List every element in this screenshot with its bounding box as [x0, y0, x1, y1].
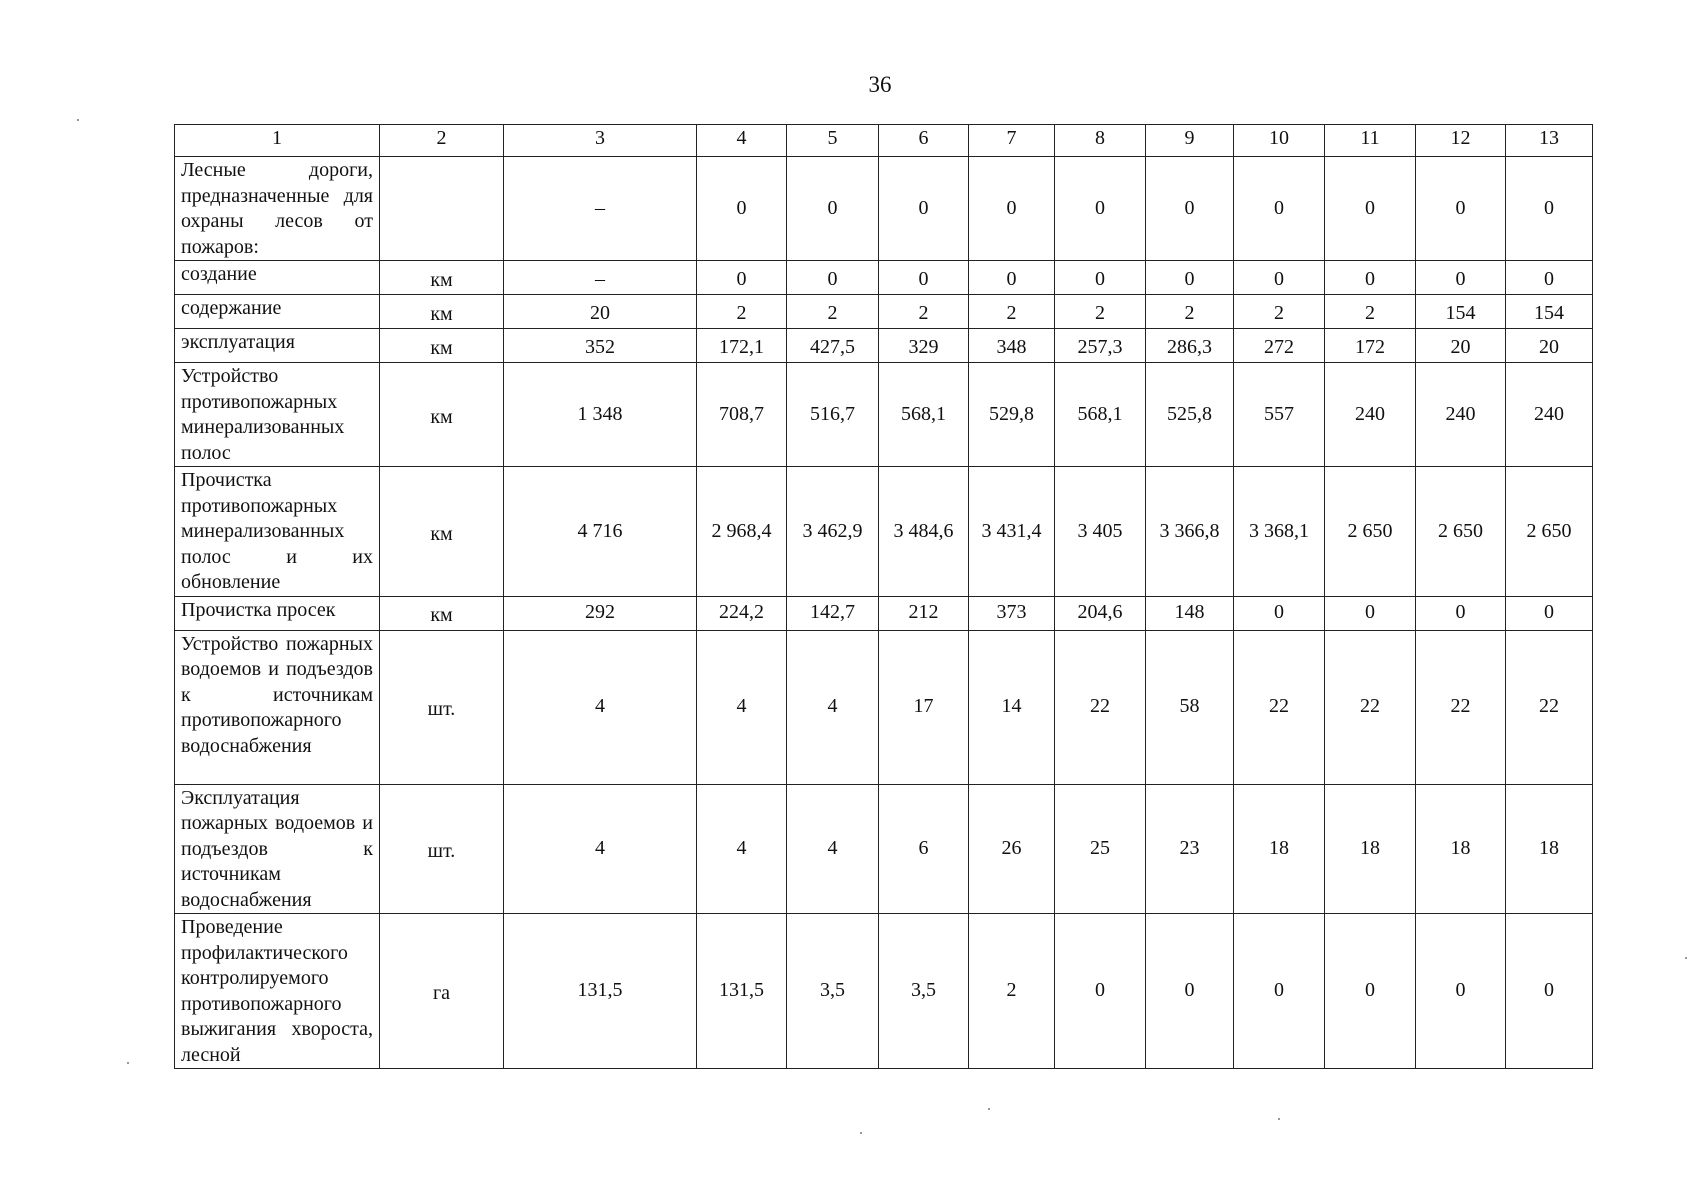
value-cell: 148	[1146, 596, 1234, 630]
value-cell: 3 368,1	[1234, 467, 1325, 597]
unit-cell	[380, 157, 504, 261]
value-cell: 2	[1234, 295, 1325, 329]
value-cell: 18	[1506, 784, 1593, 914]
value-cell: 0	[1325, 157, 1416, 261]
value-cell: 58	[1146, 630, 1234, 784]
value-cell: 0	[1055, 261, 1146, 295]
value-cell: –	[504, 261, 697, 295]
value-cell: 0	[1234, 596, 1325, 630]
column-header: 10	[1234, 125, 1325, 157]
value-cell: 516,7	[787, 363, 879, 467]
value-cell: 172,1	[697, 329, 787, 363]
value-cell: 292	[504, 596, 697, 630]
value-cell: 2	[879, 295, 969, 329]
value-cell: 352	[504, 329, 697, 363]
scan-speck	[1278, 1118, 1280, 1120]
value-cell: 257,3	[1055, 329, 1146, 363]
scan-speck	[127, 1062, 129, 1064]
value-cell: 2	[969, 914, 1055, 1069]
value-cell: 240	[1416, 363, 1506, 467]
value-cell: 4	[504, 784, 697, 914]
data-table	[174, 124, 1593, 1069]
value-cell: 142,7	[787, 596, 879, 630]
value-cell: 4	[697, 630, 787, 784]
value-cell: 0	[1416, 157, 1506, 261]
column-header: 2	[380, 125, 504, 157]
value-cell: 6	[879, 784, 969, 914]
value-cell: 286,3	[1146, 329, 1234, 363]
value-cell: 0	[879, 157, 969, 261]
value-cell: 4	[504, 630, 697, 784]
value-cell: 3 405	[1055, 467, 1146, 597]
value-cell: 427,5	[787, 329, 879, 363]
value-cell: 20	[1506, 329, 1593, 363]
value-cell: 329	[879, 329, 969, 363]
value-cell: 4	[787, 784, 879, 914]
value-cell: 3,5	[879, 914, 969, 1069]
value-cell: 14	[969, 630, 1055, 784]
value-cell: 0	[787, 261, 879, 295]
row-label: Прочистка противопожарных минерализованных полос и их обновление	[175, 467, 380, 597]
scan-speck	[988, 1108, 990, 1110]
value-cell: 2	[697, 295, 787, 329]
column-header: 1	[175, 125, 380, 157]
value-cell: 22	[1416, 630, 1506, 784]
value-cell: 0	[1234, 261, 1325, 295]
value-cell: 2	[969, 295, 1055, 329]
value-cell: 212	[879, 596, 969, 630]
value-cell: 18	[1325, 784, 1416, 914]
value-cell: 272	[1234, 329, 1325, 363]
value-cell: 2 650	[1506, 467, 1593, 597]
unit-cell: км	[380, 596, 504, 630]
column-number-row	[175, 125, 1593, 157]
value-cell: 23	[1146, 784, 1234, 914]
unit-cell: км	[380, 261, 504, 295]
value-cell: 525,8	[1146, 363, 1234, 467]
unit-cell: га	[380, 914, 504, 1069]
value-cell: 3 366,8	[1146, 467, 1234, 597]
value-cell: 18	[1234, 784, 1325, 914]
column-header: 13	[1506, 125, 1593, 157]
value-cell: 4	[697, 784, 787, 914]
value-cell: 0	[1325, 261, 1416, 295]
page-number: 36	[868, 72, 892, 97]
value-cell: 0	[1506, 157, 1593, 261]
unit-cell: шт.	[380, 784, 504, 914]
value-cell: 22	[1055, 630, 1146, 784]
row-label: Эксплуатация пожарных водоемов и подъездов к источникам водоснабжения	[175, 784, 380, 914]
value-cell: 0	[697, 261, 787, 295]
table-row	[175, 363, 1593, 467]
value-cell: 708,7	[697, 363, 787, 467]
value-cell: 2 650	[1416, 467, 1506, 597]
value-cell: 3 431,4	[969, 467, 1055, 597]
row-label: Лесные дороги, предназначенные для охраны лесов от пожаров:	[175, 157, 380, 261]
value-cell: 3,5	[787, 914, 879, 1069]
value-cell: 0	[1506, 596, 1593, 630]
value-cell: 529,8	[969, 363, 1055, 467]
value-cell: 22	[1234, 630, 1325, 784]
table-row	[175, 329, 1593, 363]
column-header: 6	[879, 125, 969, 157]
value-cell: 0	[879, 261, 969, 295]
value-cell: 17	[879, 630, 969, 784]
value-cell: 172	[1325, 329, 1416, 363]
value-cell: 2 650	[1325, 467, 1416, 597]
value-cell: 3 462,9	[787, 467, 879, 597]
column-header: 12	[1416, 125, 1506, 157]
value-cell: 0	[969, 157, 1055, 261]
value-cell: 0	[1506, 261, 1593, 295]
value-cell: 204,6	[1055, 596, 1146, 630]
value-cell: 240	[1506, 363, 1593, 467]
table-row	[175, 467, 1593, 597]
value-cell: 568,1	[879, 363, 969, 467]
value-cell: 0	[1325, 596, 1416, 630]
value-cell: 568,1	[1055, 363, 1146, 467]
table-row	[175, 630, 1593, 784]
value-cell: 154	[1506, 295, 1593, 329]
value-cell: 557	[1234, 363, 1325, 467]
value-cell: 0	[1146, 261, 1234, 295]
column-header: 4	[697, 125, 787, 157]
value-cell: 0	[1146, 914, 1234, 1069]
column-header: 9	[1146, 125, 1234, 157]
value-cell: 0	[1055, 914, 1146, 1069]
value-cell: 0	[1416, 914, 1506, 1069]
value-cell: 22	[1506, 630, 1593, 784]
value-cell: 0	[1234, 157, 1325, 261]
value-cell: 224,2	[697, 596, 787, 630]
value-cell: 240	[1325, 363, 1416, 467]
table-row	[175, 295, 1593, 329]
unit-cell: км	[380, 363, 504, 467]
value-cell: 373	[969, 596, 1055, 630]
value-cell: 20	[504, 295, 697, 329]
table-row	[175, 261, 1593, 295]
value-cell: 0	[1146, 157, 1234, 261]
scan-speck	[77, 119, 79, 121]
unit-cell: км	[380, 295, 504, 329]
row-label: Проведение профилактического контролируемого противопожарного выжигания хвороста, лесной	[175, 914, 380, 1069]
unit-cell: км	[380, 329, 504, 363]
value-cell: 26	[969, 784, 1055, 914]
row-label: Устройство противопожарных минерализованных полос	[175, 363, 380, 467]
row-label: содержание	[175, 295, 380, 329]
value-cell: 131,5	[697, 914, 787, 1069]
table-row	[175, 596, 1593, 630]
value-cell: 2	[1146, 295, 1234, 329]
table-body	[175, 125, 1593, 1069]
row-label: создание	[175, 261, 380, 295]
value-cell: 0	[1325, 914, 1416, 1069]
value-cell: 2	[787, 295, 879, 329]
column-header: 5	[787, 125, 879, 157]
value-cell: 20	[1416, 329, 1506, 363]
value-cell: 18	[1416, 784, 1506, 914]
column-header: 11	[1325, 125, 1416, 157]
table-row	[175, 914, 1593, 1069]
value-cell: 131,5	[504, 914, 697, 1069]
value-cell: 0	[1506, 914, 1593, 1069]
column-header: 7	[969, 125, 1055, 157]
value-cell: 0	[1416, 596, 1506, 630]
column-header: 8	[1055, 125, 1146, 157]
value-cell: 2 968,4	[697, 467, 787, 597]
row-label: Устройство пожарных водоемов и подъездов к источникам противопожарного водоснабжения	[175, 630, 380, 784]
value-cell: 2	[1325, 295, 1416, 329]
value-cell: 25	[1055, 784, 1146, 914]
value-cell: 3 484,6	[879, 467, 969, 597]
table-row	[175, 784, 1593, 914]
scan-speck	[860, 1132, 862, 1134]
value-cell: 154	[1416, 295, 1506, 329]
value-cell: 4	[787, 630, 879, 784]
value-cell: 2	[1055, 295, 1146, 329]
column-header: 3	[504, 125, 697, 157]
row-label: эксплуатация	[175, 329, 380, 363]
scan-speck	[1685, 957, 1687, 959]
value-cell: 0	[697, 157, 787, 261]
value-cell: –	[504, 157, 697, 261]
value-cell: 4 716	[504, 467, 697, 597]
unit-cell: шт.	[380, 630, 504, 784]
value-cell: 0	[1055, 157, 1146, 261]
value-cell: 348	[969, 329, 1055, 363]
unit-cell: км	[380, 467, 504, 597]
value-cell: 1 348	[504, 363, 697, 467]
value-cell: 22	[1325, 630, 1416, 784]
value-cell: 0	[969, 261, 1055, 295]
row-label: Прочистка просек	[175, 596, 380, 630]
value-cell: 0	[1416, 261, 1506, 295]
table-row	[175, 157, 1593, 261]
value-cell: 0	[787, 157, 879, 261]
value-cell: 0	[1234, 914, 1325, 1069]
